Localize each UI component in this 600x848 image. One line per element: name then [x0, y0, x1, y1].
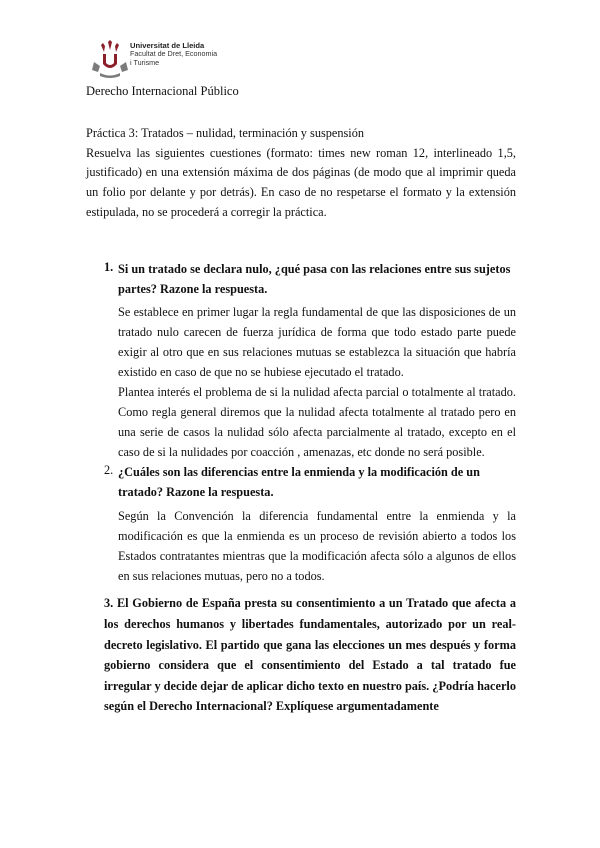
- instructions: Resuelva las siguientes cuestiones (formato: times new roman 12, interlineado 1,5, justificado) en una extensión máxima de dos páginas (de modo que al imprimir queda un folio por delante y por detrás). En caso de no respetarse el formato y la extensión estipulada, no se procederá a corregir la práctica.: [86, 145, 516, 219]
- question-number: 1.: [104, 260, 114, 274]
- question-title-text: El Gobierno de España presta su consentimiento a un Tratado que afecta a los derechos humanos y libertades fundamentales, autorizado por un real-decreto legislativo. El partido que gana las elecciones un mes después y forma gobierno considera que el consentimiento del Estado a tal tratado fue irregular y decide dejar de aplicar dicho texto en nuestro país. ¿Podría hacerlo según el Derecho Internacional? Explíquese argumentadamente: [104, 596, 517, 714]
- university-name: Universitat de Lleida: [130, 41, 205, 50]
- question-title: ¿Cuáles son las diferencias entre la enmienda y la modificación de un tratado? Razone la respuesta.: [118, 465, 480, 499]
- question-title: [104, 593, 516, 717]
- faculty-line-2: i Turisme: [130, 57, 160, 67]
- university-logo: [92, 40, 222, 80]
- question-item: [104, 463, 516, 586]
- questions-list: [104, 260, 516, 717]
- question-item: [104, 593, 516, 717]
- practice-title: Práctica 3: Tratados – nulidad, terminación y suspensión: [86, 126, 365, 140]
- intro-section: [86, 124, 516, 223]
- answer: [118, 506, 516, 586]
- faculty-line-1: Facultat de Dret, Economia: [130, 49, 218, 59]
- question-title: Si un tratado se declara nulo, ¿qué pasa con las relaciones entre sus sujetos partes? Razone la respuesta.: [118, 262, 511, 296]
- course-title: Derecho Internacional Público: [86, 84, 239, 98]
- answer-paragraph: Según la Convención la diferencia fundamental entre la enmienda y la modificación es que la enmienda es un proceso de revisión abierto a todos los Estados contratantes mientras que la modificación afecta sólo a algunos de ellos en sus relaciones mutuas, pero no a todos.: [118, 509, 516, 584]
- question-item: [104, 260, 516, 462]
- answer-paragraph: Se establece en primer lugar la regla fundamental de que las disposiciones de un tratado nulo carecen de fuerza jurídica de forma que todo estado parte puede exigir al otro que en sus relaciones mutuas se establezca la situación que habría existido en caso de que no se hubiese ejecutado el tratado.: [118, 305, 516, 380]
- answer-paragraph: Plantea interés el problema de si la nulidad afecta parcial o totalmente al tratado. Como regla general diremos que la nulidad afecta totalmente al tratado pero en una serie de casos la nulidad sólo afecta parcialmente al tratado, excepto en el caso de si la nulidades por coacción , amenazas, etc donde no será posible.: [118, 385, 516, 460]
- logo-text: [130, 42, 217, 67]
- question-number: 2.: [104, 463, 114, 478]
- question-number: 3.: [104, 596, 114, 611]
- logo-emblem-icon: [92, 40, 128, 80]
- answer: [118, 302, 516, 462]
